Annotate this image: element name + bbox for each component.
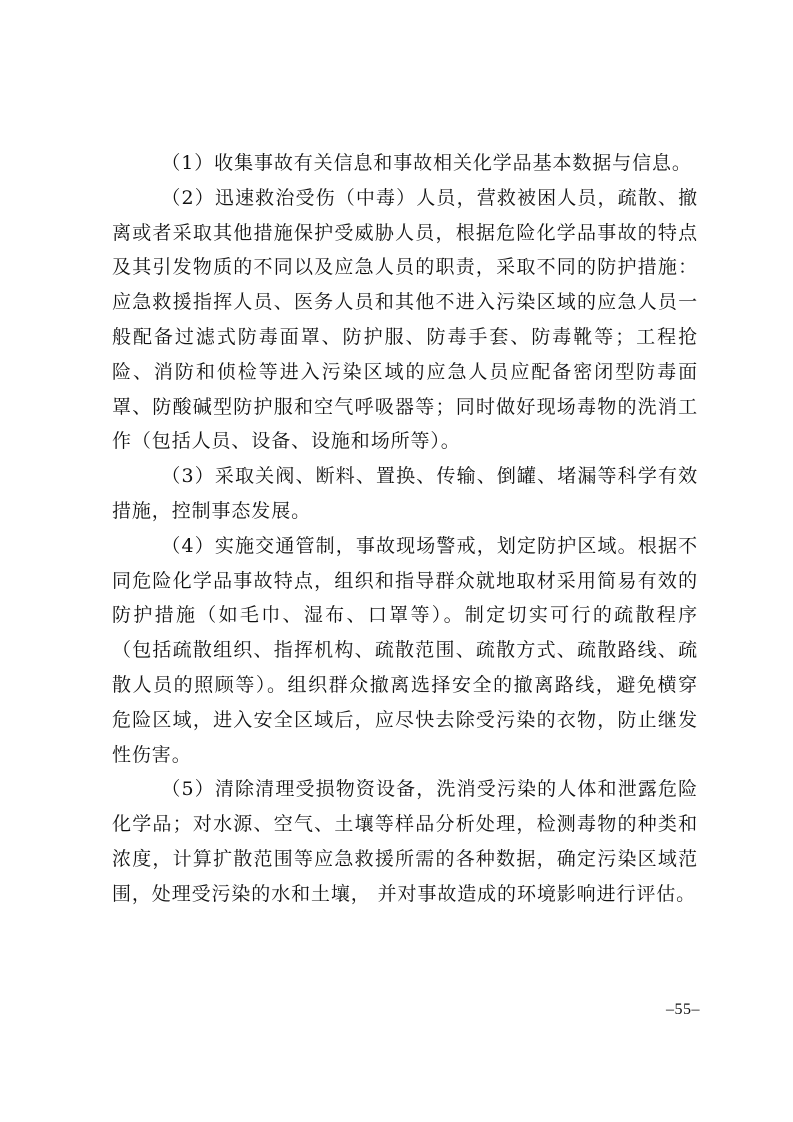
paragraph-2: （2）迅速救治受伤（中毒）人员，营救被困人员，疏散、撤离或者采取其他措施保护受威胁人员，根据危险化学品事故的特点及其引发物质的不同以及应急人员的职责，采取不同的防护措施：应急救援指挥人员、医务人员和其他不进入污染区域的应急人员一般配备过滤式防毒面罩、防护服、防毒手套、防毒靴等；工程抢险、消防和侦检等进入污染区域的应急人员应配备密闭型防毒面罩、防酸碱型防护服和空气呼吸器等；同时做好现场毒物的洗消工作（包括人员、设备、设施和场所等）。 <box>112 186 698 453</box>
paragraph-5: （5）清除清理受损物资设备，洗消受污染的人体和泄露危险化学品；对水源、空气、土壤等样品分析处理，检测毒物的种类和浓度，计算扩散范围等应急救援所需的各种数据，确定污染区域范围，处理受污染的水和土壤， 并对事故造成的环境影响进行评估。 <box>112 778 698 905</box>
page-number: –55– <box>666 1001 700 1018</box>
paragraph-1: （1）收集事故有关信息和事故相关化学品基本数据与信息。 <box>161 152 692 174</box>
body-text <box>112 146 698 912</box>
paragraph-4: （4）实施交通管制，事故现场警戒，划定防护区域。根据不同危险化学品事故特点，组织和指导群众就地取材采用简易有效的防护措施（如毛巾、湿布、口罩等）。制定切实可行的疏散程序（包括疏散组织、指挥机构、疏散范围、疏散方式、疏散路线、疏散人员的照顾等）。组织群众撤离选择安全的撤离路线，避免横穿危险区域，进入安全区域后，应尽快去除受污染的衣物，防止继发性伤害。 <box>112 534 698 766</box>
paragraph-3: （3）采取关阀、断料、置换、传输、倒罐、堵漏等科学有效措施，控制事态发展。 <box>112 465 698 522</box>
